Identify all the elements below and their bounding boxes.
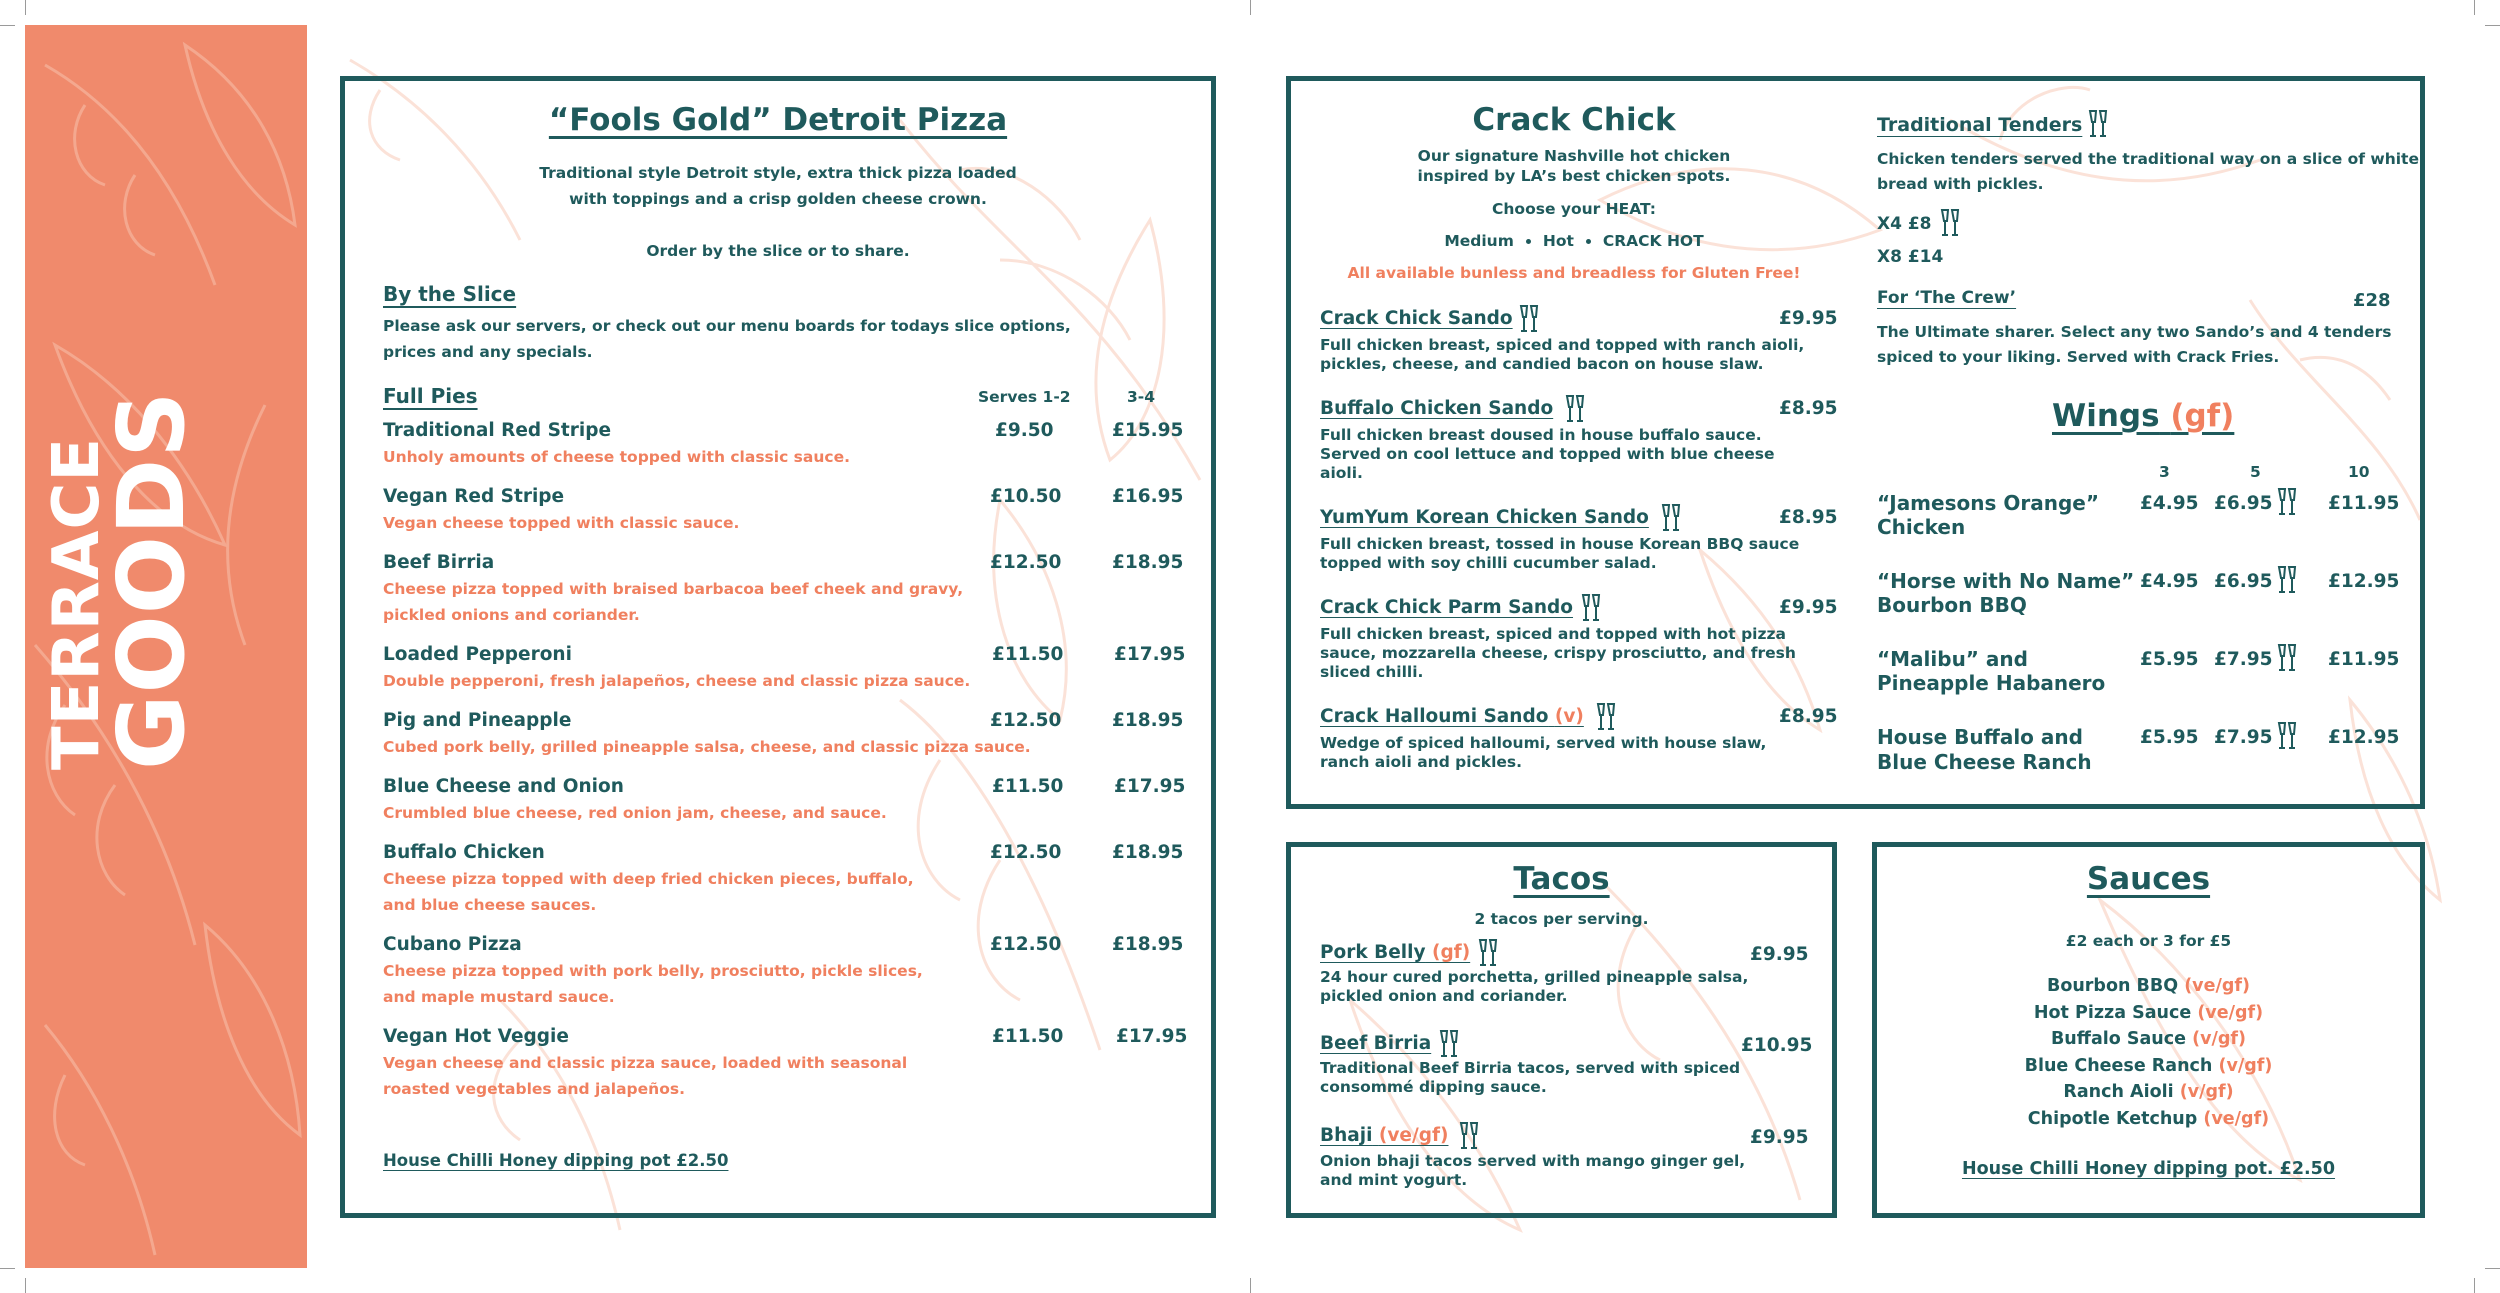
pizza-name: Beef Birria — [383, 552, 495, 573]
tacos-title: Tacos — [1513, 861, 1610, 897]
crop-mark — [2485, 25, 2500, 26]
pizza-price-small: £10.50 — [990, 486, 1062, 507]
crack-chick-title: Crack Chick — [1472, 102, 1676, 138]
gluten-free-note: All available bunless and breadless for Gluten Free! — [1347, 264, 1801, 282]
wings-price-3: £5.95 — [2140, 649, 2199, 670]
wings-price-5: £6.95 — [2214, 493, 2273, 514]
wings-tag: (gf) — [2170, 398, 2235, 434]
crop-mark — [1250, 0, 1251, 15]
dietary-tag: (gf) — [1431, 942, 1471, 963]
sando-price: £8.95 — [1779, 706, 1838, 727]
pizza-desc: roasted vegetables and jalapeños. — [383, 1080, 685, 1098]
dietary-tag: (v/gf) — [2179, 1082, 2234, 1102]
taco-name-text: Bhaji — [1320, 1125, 1373, 1146]
pizza-title: “Fools Gold” Detroit Pizza — [548, 102, 1008, 138]
pizza-desc: Unholy amounts of cheese topped with classic sauce. — [383, 448, 850, 466]
sando-desc: Wedge of spiced halloumi, served with house slaw, — [1320, 734, 1767, 752]
sauce-item — [1872, 973, 2425, 1000]
pizza-price-large: £15.95 — [1112, 420, 1184, 441]
wings-price-10: £11.95 — [2328, 493, 2400, 514]
pizza-intro-1: Traditional style Detroit style, extra thick pizza loaded — [539, 164, 1017, 182]
pizza-name: Loaded Pepperoni — [383, 644, 572, 665]
glasses-icon — [1661, 503, 1683, 533]
pizza-price-small: £11.50 — [992, 644, 1064, 665]
sando-price: £9.95 — [1779, 597, 1838, 618]
pizza-order-note: Order by the slice or to share. — [646, 242, 910, 260]
sauce-item — [1872, 1079, 2425, 1106]
taco-price: £9.95 — [1750, 944, 1809, 965]
glasses-icon — [1459, 1121, 1481, 1151]
glasses-icon — [2277, 643, 2299, 673]
sando-name: Buffalo Chicken Sando — [1320, 398, 1554, 419]
wings-name-2: Chicken — [1877, 515, 1966, 539]
crack-intro-2: inspired by LA’s best chicken spots. — [1417, 167, 1731, 185]
sando-desc: Full chicken breast, tossed in house Korean BBQ sauce — [1320, 535, 1800, 553]
glasses-icon — [1439, 1029, 1461, 1059]
pizza-price-large: £18.95 — [1112, 842, 1184, 863]
sauces-chilli-honey-note: House Chilli Honey dipping pot. £2.50 — [1961, 1159, 2336, 1179]
heat-crack-hot: CRACK HOT — [1602, 232, 1704, 250]
pizza-price-large: £18.95 — [1112, 552, 1184, 573]
sauce-item — [1872, 1000, 2425, 1027]
taco-desc: Traditional Beef Birria tacos, served with spiced — [1320, 1059, 1741, 1077]
pizza-price-large: £18.95 — [1112, 710, 1184, 731]
wings-col-5: 5 — [2250, 463, 2261, 481]
crew-desc-2: spiced to your liking. Served with Crack Fries. — [1877, 348, 2280, 366]
tenders-heading: Traditional Tenders — [1877, 114, 2083, 136]
sando-name — [1320, 706, 1584, 727]
slice-text-1: Please ask our servers, or check out our menu boards for todays slice options, — [383, 317, 1071, 335]
wings-price-10: £12.95 — [2328, 571, 2400, 592]
sauce-name: Buffalo Sauce — [2050, 1029, 2186, 1049]
pizza-desc: and maple mustard sauce. — [383, 988, 615, 1006]
wings-name-1: House Buffalo and — [1877, 725, 2083, 749]
pizza-desc: Cheese pizza topped with deep fried chicken pieces, buffalo, — [383, 870, 914, 888]
tenders-desc-2: bread with pickles. — [1877, 175, 2044, 193]
crop-mark — [0, 1268, 15, 1269]
pizza-price-small: £12.50 — [990, 710, 1062, 731]
crew-heading: For ‘The Crew’ — [1877, 288, 2017, 308]
brand-logo — [40, 390, 205, 770]
pizza-price-small: £9.50 — [995, 420, 1054, 441]
pizza-price-large: £16.95 — [1112, 486, 1184, 507]
glasses-icon — [2277, 487, 2299, 517]
taco-desc: and mint yogurt. — [1320, 1171, 1468, 1189]
taco-desc: pickled onion and coriander. — [1320, 987, 1568, 1005]
sando-desc: aioli. — [1320, 464, 1363, 482]
wings-price-10: £11.95 — [2328, 649, 2400, 670]
sando-desc: sliced chilli. — [1320, 663, 1424, 681]
taco-price: £10.95 — [1741, 1035, 1813, 1056]
taco-desc: 24 hour cured porchetta, grilled pineapple salsa, — [1320, 968, 1749, 986]
wings-price-3: £5.95 — [2140, 727, 2199, 748]
sando-price: £9.95 — [1779, 308, 1838, 329]
dietary-tag: (v/gf) — [2218, 1055, 2273, 1076]
pizza-price-large: £17.95 — [1114, 644, 1186, 665]
pizza-price-large: £18.95 — [1112, 934, 1184, 955]
sando-desc: sauce, mozzarella cheese, crispy prosciutto, and fresh — [1320, 644, 1796, 662]
bullet — [1526, 239, 1531, 244]
wings-price-3: £4.95 — [2140, 571, 2199, 592]
pizza-desc: Double pepperoni, fresh jalapeños, cheese and classic pizza sauce. — [383, 672, 971, 690]
sando-desc: Full chicken breast, spiced and topped with ranch aioli, — [1320, 336, 1805, 354]
tenders-x8-price: X8 £14 — [1877, 247, 1944, 267]
sando-desc: Full chicken breast, spiced and topped with hot pizza — [1320, 625, 1786, 643]
sauce-item — [1872, 1053, 2425, 1080]
crop-mark — [0, 25, 15, 26]
pizza-name: Pig and Pineapple — [383, 710, 572, 731]
pizza-desc: Vegan cheese and classic pizza sauce, loaded with seasonal — [383, 1054, 908, 1072]
glasses-icon — [1519, 304, 1541, 334]
sauces-title: Sauces — [2086, 861, 2211, 897]
taco-name — [1320, 942, 1470, 963]
sando-name: Crack Chick Sando — [1320, 308, 1513, 329]
glasses-icon — [2277, 565, 2299, 595]
crack-intro-1: Our signature Nashville hot chicken — [1417, 147, 1731, 165]
pizza-desc: pickled onions and coriander. — [383, 606, 640, 624]
taco-name — [1320, 1125, 1448, 1146]
crew-desc-1: The Ultimate sharer. Select any two Sando’s and 4 tenders — [1877, 323, 2392, 341]
slice-text-2: prices and any specials. — [383, 343, 593, 361]
sauce-name: Chipotle Ketchup — [2027, 1108, 2198, 1129]
pizza-price-large: £17.95 — [1114, 776, 1186, 797]
sauce-name: Hot Pizza Sauce — [2033, 1002, 2192, 1023]
crop-mark — [25, 0, 26, 15]
sauce-name: Blue Cheese Ranch — [2024, 1055, 2213, 1076]
pizza-name: Buffalo Chicken — [383, 842, 545, 863]
pizza-price-small: £12.50 — [990, 934, 1062, 955]
tacos-sub: 2 tacos per serving. — [1474, 910, 1649, 928]
heat-options — [1320, 229, 1828, 254]
wings-title — [2052, 398, 2234, 434]
pizza-desc: Cheese pizza topped with pork belly, prosciutto, pickle slices, — [383, 962, 923, 980]
wings-name-2: Pineapple Habanero — [1877, 671, 2106, 695]
crop-mark — [2474, 1278, 2475, 1293]
chilli-honey-note: House Chilli Honey dipping pot £2.50 — [383, 1151, 729, 1170]
pizza-desc: Cubed pork belly, grilled pineapple salsa, cheese, and classic pizza sauce. — [383, 738, 1031, 756]
col-serves-1-2: Serves 1-2 — [978, 388, 1071, 406]
tenders-x4-price: X4 £8 — [1877, 214, 1932, 234]
sando-desc: Served on cool lettuce and topped with blue cheese — [1320, 445, 1775, 463]
wings-col-10: 10 — [2348, 463, 2370, 481]
pizza-desc: Vegan cheese topped with classic sauce. — [383, 514, 740, 532]
sando-price: £8.95 — [1779, 507, 1838, 528]
tenders-desc-1: Chicken tenders served the traditional way on a slice of white — [1877, 150, 2419, 168]
taco-desc: Onion bhaji tacos served with mango ginger gel, — [1320, 1152, 1746, 1170]
pizza-intro-2: with toppings and a crisp golden cheese crown. — [569, 190, 987, 208]
heat-label: Choose your HEAT: — [1492, 200, 1656, 218]
dietary-tag: (ve/gf) — [2197, 1002, 2264, 1023]
sauce-list — [1872, 973, 2425, 1132]
pizza-name: Cubano Pizza — [383, 934, 522, 955]
glasses-icon — [2277, 721, 2299, 751]
sando-desc: topped with soy chilli cucumber salad. — [1320, 554, 1657, 572]
glasses-icon — [1581, 593, 1603, 623]
crop-mark — [2485, 1268, 2500, 1269]
glasses-icon — [1565, 394, 1587, 424]
wings-name-2: Blue Cheese Ranch — [1877, 750, 2092, 774]
sando-name-text: Crack Halloumi Sando — [1320, 706, 1549, 727]
wings-name-2: Bourbon BBQ — [1877, 593, 2027, 617]
slice-heading: By the Slice — [383, 282, 517, 306]
glasses-icon — [1596, 702, 1618, 732]
wings-col-3: 3 — [2159, 463, 2170, 481]
heat-medium: Medium — [1444, 232, 1514, 250]
wings-price-5: £7.95 — [2214, 727, 2273, 748]
sauce-item — [1872, 1026, 2425, 1053]
brand-line1: TERRACE — [40, 436, 114, 770]
wings-price-5: £7.95 — [2214, 649, 2273, 670]
wings-price-10: £12.95 — [2328, 727, 2400, 748]
heat-hot: Hot — [1542, 232, 1574, 250]
pizza-name: Vegan Hot Veggie — [383, 1026, 569, 1047]
sando-desc: Full chicken breast doused in house buffalo sauce. — [1320, 426, 1762, 444]
crop-mark — [25, 1278, 26, 1293]
crop-mark — [2474, 0, 2475, 15]
sauces-sub: £2 each or 3 for £5 — [2065, 932, 2232, 950]
sando-price: £8.95 — [1779, 398, 1838, 419]
glasses-icon — [1478, 938, 1500, 968]
taco-price: £9.95 — [1750, 1127, 1809, 1148]
dietary-tag: (ve/gf) — [2184, 976, 2250, 996]
pizza-price-large: £17.95 — [1116, 1026, 1188, 1047]
wings-price-3: £4.95 — [2140, 493, 2199, 514]
wings-name-1: “Malibu” and — [1877, 647, 2028, 671]
sauce-name: Bourbon BBQ — [2046, 976, 2179, 996]
pizza-desc: Crumbled blue cheese, red onion jam, cheese, and sauce. — [383, 804, 887, 822]
bullet — [1586, 239, 1591, 244]
taco-desc: consommé dipping sauce. — [1320, 1078, 1547, 1096]
dietary-tag: (ve/gf) — [1378, 1125, 1449, 1146]
pizza-price-small: £12.50 — [990, 842, 1062, 863]
dietary-tag: (v/gf) — [2192, 1029, 2247, 1049]
pizza-price-small: £12.50 — [990, 552, 1062, 573]
sando-desc: ranch aioli and pickles. — [1320, 753, 1523, 771]
pizza-price-small: £11.50 — [992, 1026, 1064, 1047]
wings-price-5: £6.95 — [2214, 571, 2273, 592]
sauce-name: Ranch Aioli — [2063, 1082, 2174, 1102]
full-pies-heading: Full Pies — [383, 384, 478, 408]
brand-line2: GOODS — [98, 390, 205, 770]
col-serves-3-4: 3-4 — [1127, 388, 1156, 406]
pizza-desc: Cheese pizza topped with braised barbacoa beef cheek and gravy, — [383, 580, 964, 598]
pizza-name: Vegan Red Stripe — [383, 486, 565, 507]
pizza-name: Blue Cheese and Onion — [383, 776, 624, 797]
wings-name-1: “Jamesons Orange” — [1877, 491, 2099, 515]
pizza-price-small: £11.50 — [992, 776, 1064, 797]
dietary-tag: (v) — [1554, 706, 1584, 727]
wings-title-text: Wings — [2052, 398, 2160, 434]
wings-name-1: “Horse with No Name” — [1877, 569, 2135, 593]
taco-name: Beef Birria — [1320, 1033, 1432, 1054]
pizza-name: Traditional Red Stripe — [383, 420, 612, 441]
sando-name: YumYum Korean Chicken Sando — [1320, 507, 1649, 528]
glasses-icon — [1940, 208, 1962, 238]
crop-mark — [1250, 1278, 1251, 1293]
sando-name: Crack Chick Parm Sando — [1320, 597, 1574, 618]
pizza-desc: and blue cheese sauces. — [383, 896, 597, 914]
glasses-icon — [2088, 109, 2110, 139]
sauce-item — [1872, 1106, 2425, 1133]
crew-price: £28 — [2353, 290, 2391, 311]
sando-desc: pickles, cheese, and candied bacon on house slaw. — [1320, 355, 1764, 373]
taco-name-text: Pork Belly — [1320, 942, 1426, 963]
dietary-tag: (ve/gf) — [2203, 1108, 2270, 1129]
